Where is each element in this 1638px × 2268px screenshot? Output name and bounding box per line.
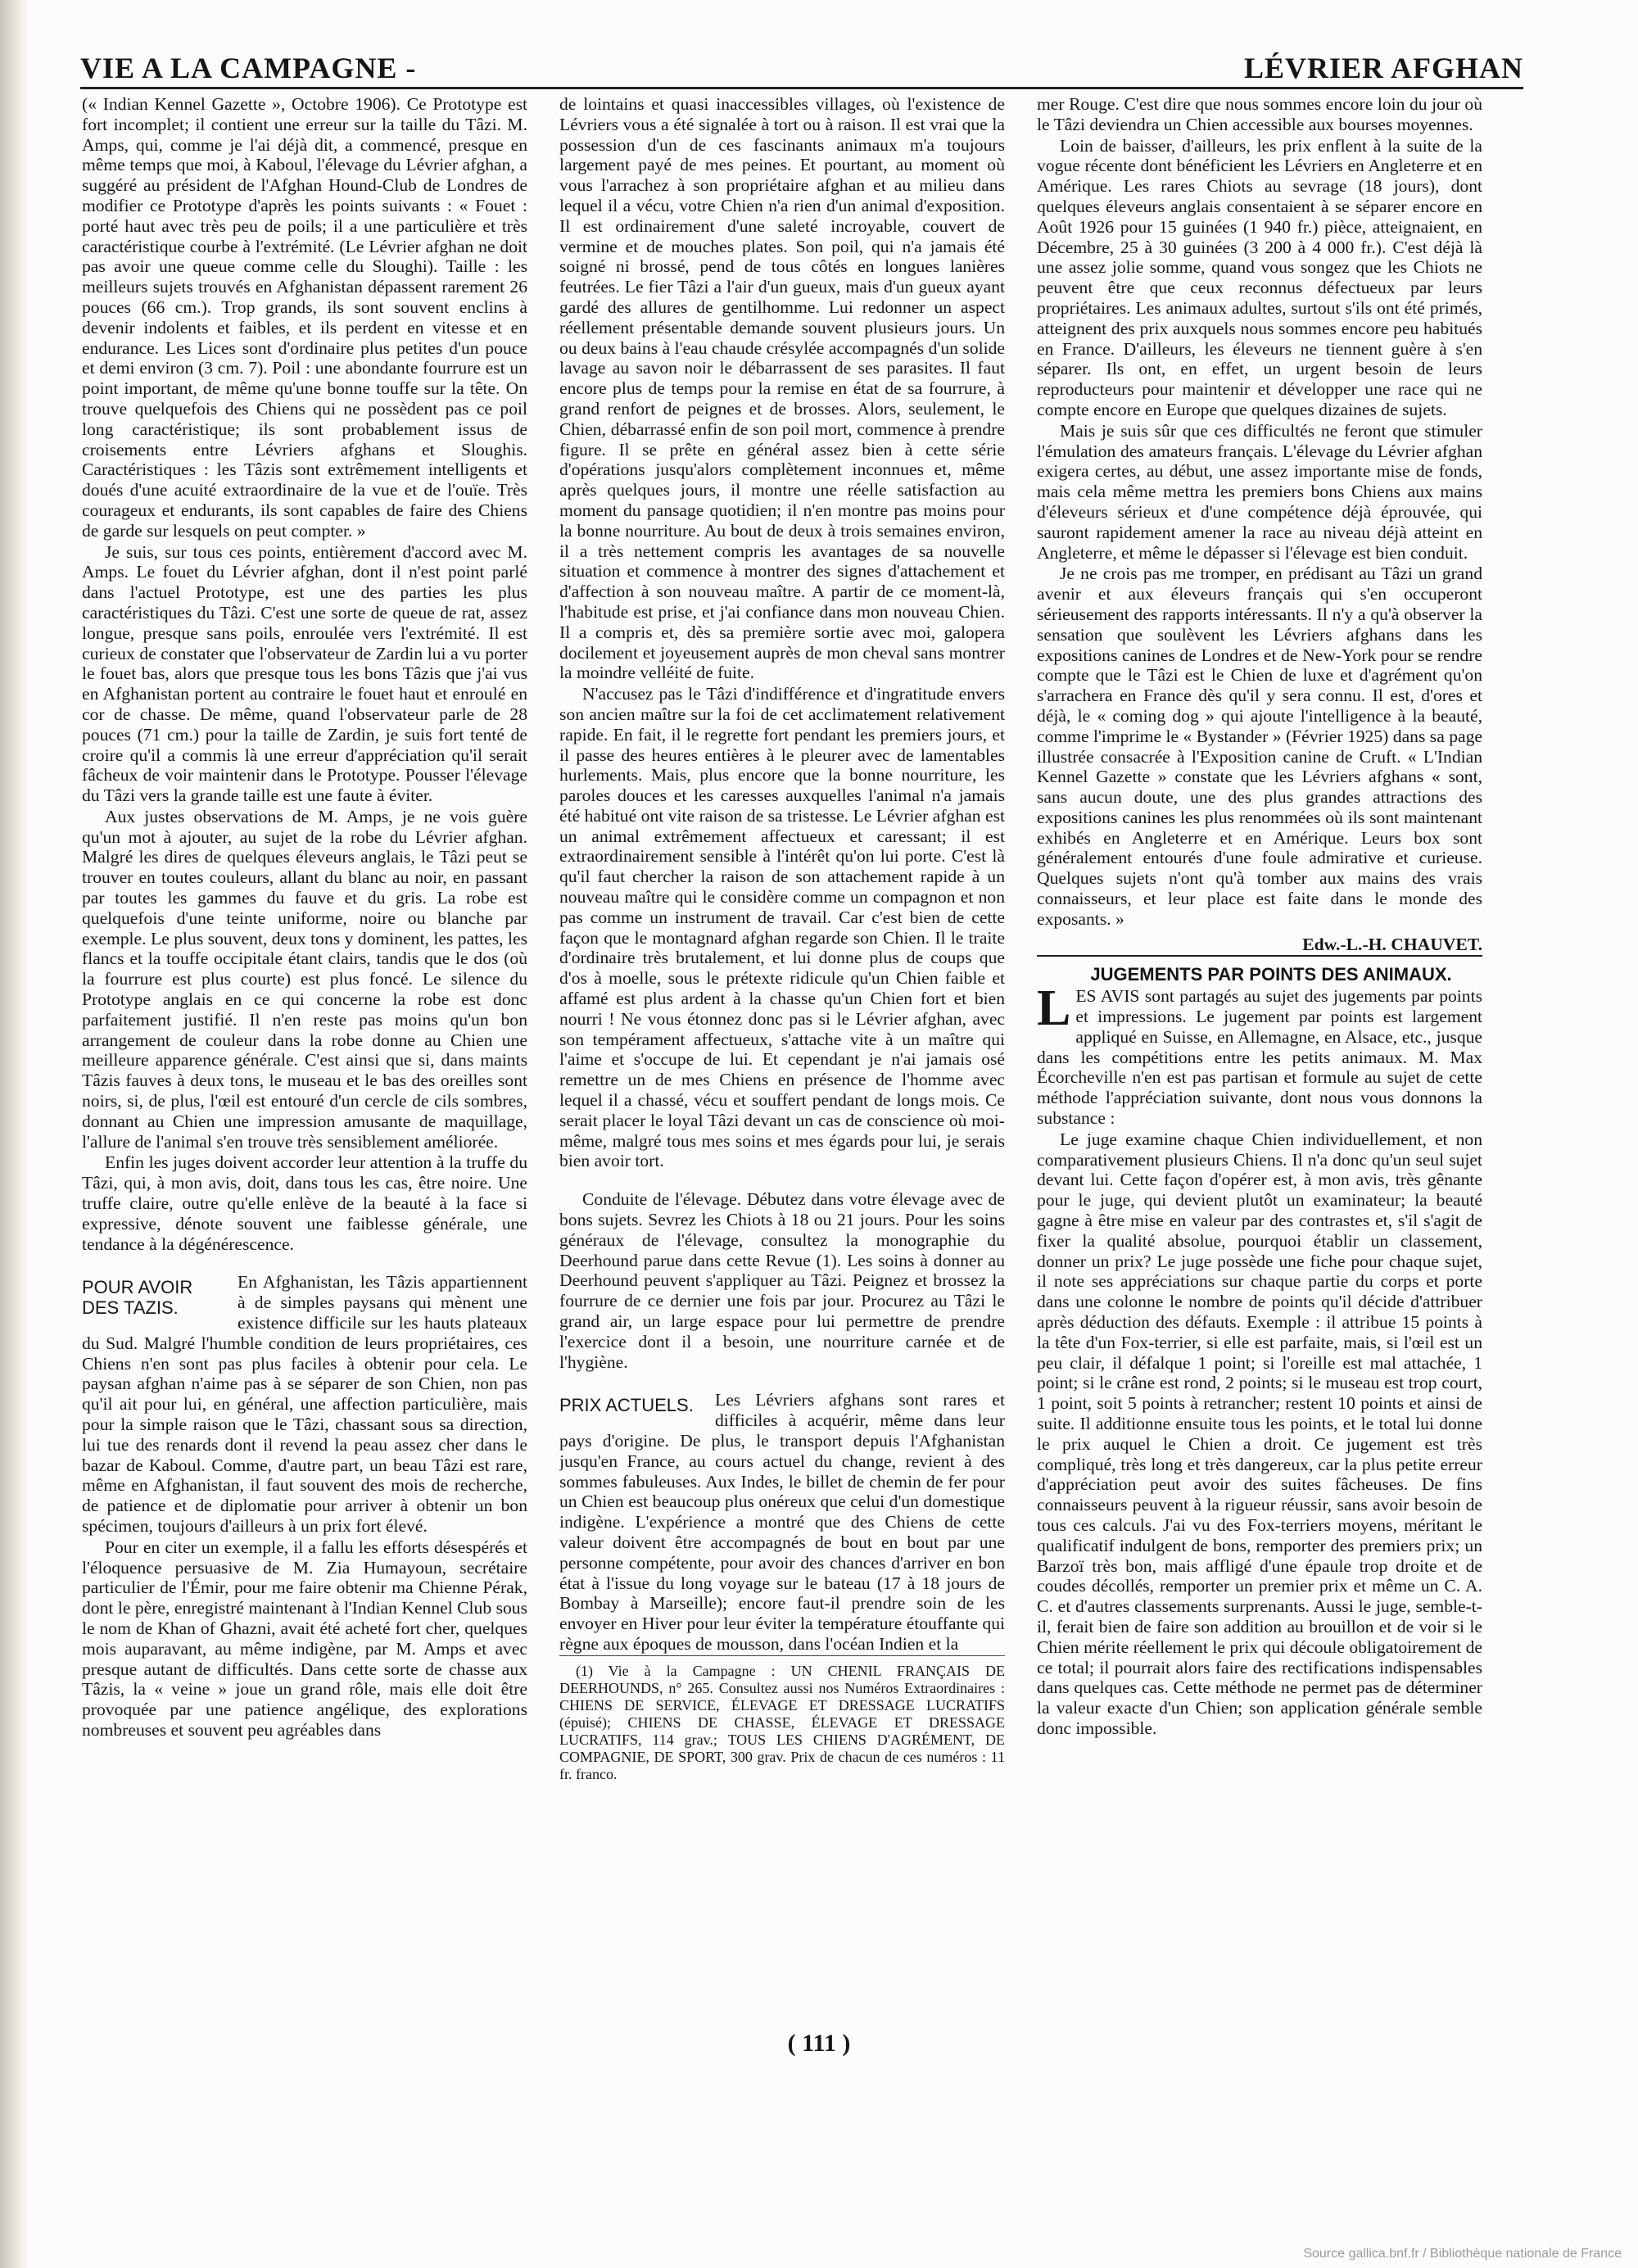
paragraph: mer Rouge. C'est dire que nous sommes encore loin du jour où le Tâzi deviendra un Chien accessible aux bourses moyennes. — [1037, 94, 1482, 134]
paragraph: Aux justes observations de M. Amps, je ne vois guère qu'un mot à ajouter, au sujet de la robe du Lévrier afghan. Malgré les dires de quelques éleveurs anglais, le Tâzi peut se trouver en toutes couleurs, allant du blanc au noir, en passant par toutes les gammes du fauve et du gris. La robe est quelquefois d'une teinte uniforme, noire ou blanche par exemple. Le plus souvent, deux tons y dominent, les pattes, les flancs et la touffe occipitale étant clairs, tandis que le dos (où la fourrure est plus courte) est plus foncé. Le silence du Prototype anglais en ce qui concerne la robe est donc parfaitement justifié. Il n'en reste pas moins qu'un bon arrangement de couleur dans la robe donne au Chien une meilleure apparence générale. C'est ainsi que si, dans maints Tâzis fauves à deux tons, le museau et le bas des oreilles sont noirs, si, de plus, l'œil est entouré d'un cercle de cils sombres, donnant au Chien une impression amusante de maquillage, l'allure de l'animal s'en trouve très sensiblement améliorée. — [82, 806, 527, 1152]
section-title-jugements: JUGEMENTS PAR POINTS DES ANIMAUX. — [1037, 955, 1482, 985]
section-spacer — [559, 1171, 1005, 1189]
section-paragraph-prix — [559, 1390, 1005, 1654]
paragraph: Loin de baisser, d'ailleurs, les prix enflent à la suite de la vogue récente dont bénéficient les Lévriers en Angleterre et en Amérique. Les rares Chiots au sevrage (18 jours), dont quelques éleveurs anglais consentaient à se séparer encore en Août 1926 pour 15 guinées (1 940 fr.) pièce, atteignaient, en Décembre, 25 à 30 guinées (3 200 à 4 000 fr.). C'est déjà là une assez jolie somme, quand vous songez que les Chiots ne peuvent être que ceux reconnus défectueux par leurs propriétaires. Les animaux adultes, surtout s'ils ont été primés, atteignent des prix auxquels nous sommes encore peu habitués en France. D'ailleurs, les éleveurs ne tiennent guère à s'en séparer. Ils ont, en effet, un urgent besoin de leurs reproducteurs pour maintenir et développer une race qui ne compte encore en Europe que quelques dizaines de sujets. — [1037, 135, 1482, 419]
side-heading-prix-actuels: PRIX ACTUELS. — [559, 1395, 694, 1416]
side-heading-pour-avoir-des-tazis: POUR AVOIR DES TAZIS. — [82, 1277, 193, 1319]
paragraph: de lointains et quasi inaccessibles villages, où l'existence de Lévriers vous a été signalée à tort ou à raison. Il est vrai que la possession d'un de ces fascinants animaux m'a toujours largement payé de mes peines. Et pourtant, au moment où vous l'arrachez à son propriétaire afghan et au milieu dans lequel il a vécu, votre Chien n'a rien d'un animal d'exposition. Il est ordinairement d'une saleté incroyable, couvert de vermine et de mouches plates. Son poil, qui n'a jamais été soigné ni brossé, pend de tous côtés en longues lanières feutrées. Le fier Tâzi a l'air d'un gueux, mais d'un gueux ayant gardé des allures de gentilhomme. Lui redonner un aspect réellement présentable demande souvent plusieurs jours. Un ou deux bains à l'eau chaude crésylée accompagnés d'un solide lavage au savon noir le débarrassent de ses parasites. Il faut encore plus de temps pour la remise en état de sa fourrure, à grand renfort de peignes et de brosses. Alors, seulement, le Chien, débarrassé enfin de son poil mort, commence à prendre figure. Il se prête en général assez bien à cette série d'opérations jusqu'alors complètement inconnues et, même après quelques jours, il montre une réelle satisfaction au moment du pansage quotidien; il n'en montre pas moins pour la bonne nourriture. Au bout de deux à trois semaines environ, il a très nettement compris les avantages de sa nouvelle situation et commence à montrer des signes d'attachement et d'affection à son nouveau maître. A partir de ce moment-là, l'habitude est prise, et j'ai confiance dans mon nouveau Chien. Il a compris et, dès sa première sortie avec moi, galopera docilement et joyeusement auprès de mon cheval sans montrer la moindre velléité de fuite. — [559, 94, 1005, 683]
page-number: ( 111 ) — [787, 2030, 851, 2057]
paragraph-jugements-intro — [1037, 980, 1482, 1129]
paragraph-conduite-elevage: Conduite de l'élevage. Débutez dans votre élevage avec de bons sujets. Sevrez les Chiots à 18 ou 21 jours. Pour les soins généraux de l'élevage, consultez la monographie du Deerhound parue dans cette Revue (1). Les soins à donner au Deerhound peuvent s'appliquer au Tâzi. Peignez et brossez la fourrure de ce dernier une fois par jour. Procurez au Tâzi le grand air, un large espace pour lui permettre de prendre l'exercice dont il a besoin, une nourriture carnée et de l'hygiène. — [559, 1189, 1005, 1372]
header-rule — [80, 87, 1523, 89]
paragraph-text: ES AVIS sont partagés au sujet des jugements par points et impressions. Le jugement par points est largement appliqué en Suisse, en Allemagne, en Alsace, etc., jusque dans les compétitions entre les petits animaux. M. Max Écorcheville n'en est pas partisan et formule au sujet de cette méthode l'appréciation suivante, dont nous vous donnons la substance : — [1037, 986, 1482, 1129]
paragraph: Pour en citer un exemple, il a fallu les efforts désespérés et l'éloquence persuasive de M. Zia Humayoun, secrétaire particulier de l'Émir, pour me faire obtenir ma Chienne Pérak, dont le père, enregistré maintenant à l'Indian Kennel Club sous le nom de Khan of Ghazni, avait été acheté fort cher, quelques mois auparavant, au même indigène, par M. Amps et avec presque autant de difficultés. Dans cette sorte de chasse aux Tâzis, la « veine » joue un grand rôle, mais elle doit être provoquée par une patience angélique, des explorations nombreuses et souvent peu agréables dans — [82, 1537, 527, 1740]
paragraph: N'accusez pas le Tâzi d'indifférence et d'ingratitude envers son ancien maître sur la foi de cet acclimatement relativement rapide. En fait, il le regrette fort pendant les premiers jours, et il passe des heures entières à le pleurer avec de lamentables hurlements. Mais, plus encore que la bonne nourriture, les paroles douces et les caresses auxquelles l'animal n'a jamais été habitué ont vite raison de sa tristesse. Le Lévrier afghan est un animal extrêmement affectueux et caressant; il est extraordinairement sensible à l'intérêt qu'on lui porte. C'est là qu'il faut chercher la raison de son attachement rapide à un nouveau maître qui le considère comme un compagnon et non pas comme un instrument de travail. Car c'est bien de cette façon que le montagnard afghan regarde son Chien. Il le traite d'ordinaire très brutalement, et lui donne plus de coups que d'os à moelle, sous le prétexte ridicule qu'un Chien faible et affamé est plus ardent à la chasse qu'un Chien fort et bien nourri ! Ne vous étonnez donc pas si le Lévrier afghan, avec son tempérament affectueux, s'attache vite à un maître qui l'aime et s'occupe de lui. Et cependant je n'ai jamais osé remettre un de mes Chiens en présence de l'homme avec lequel il a chassé, vécu et souffert pendant de longs mois. Ce serait placer le loyal Tâzi devant un cas de conscience où moi-même, malgré tous mes soins et mes égards pour lui, je serais bien avoir tort. — [559, 684, 1005, 1171]
running-header-topic: LÉVRIER AFGHAN — [1243, 52, 1523, 84]
paragraph-text: En Afghanistan, les Tâzis appartiennent à de simples paysans qui mènent une existence difficile sur les hauts plateaux du Sud. Malgré l'humble condition de leurs propriétaires, ces Chiens n'en sont pas plus faciles à obtenir pour cela. Le paysan afghan n'aime pas à se séparer de son Chien, non pas qu'il ait pour lui, en général, une affection particulière, mais pour la simple raison que le Tâzi, chassant sous sa direction, lui tue des renards dont il revend la peau assez cher dans le bazar de Kaboul. Comme, d'autre part, un beau Tâzi est rare, même en Afghanistan, il faut souvent des mois de recherche, de patience et de diplomatie pour arriver à obtenir un bon spécimen, toujours d'ailleurs à un prix fort élevé. — [82, 1272, 527, 1536]
article-column-3 — [1037, 94, 1482, 1978]
paragraph: Je ne crois pas me tromper, en prédisant au Tâzi un grand avenir et aux éleveurs français qui s'en occuperont sérieusement des rapports intéressants. Il n'y a qu'à observer la sensation que soulèvent les Lévriers afghans dans les expositions canines de Londres et de New-York pour se rendre compte que le Tâzi est le Chien de luxe et d'agrément qu'on s'arrachera en France dès qu'il y sera connu. Il est, d'ores et déjà, le « coming dog » qui ajoute l'intelligence à la beauté, comme l'imprime le « Bystander » (Février 1925) dans sa page illustrée consacrée à l'Exposition canine de Cruft. « L'Indian Kennel Gazette » constate que les Lévriers afghans « sont, sans aucun doute, une des plus grandes attractions des expositions canines les plus renommées où ils sont maintenant exhibés en Angleterre et en Amérique. Leurs box sont généralement entourés d'une foule admirative et curieuse. Quelques sujets n'ont qu'à tomber aux mains des vrais connaisseurs, et leur place est faite dans le monde des exposants. » — [1037, 564, 1482, 929]
paragraph: Enfin les juges doivent accorder leur attention à la truffe du Tâzi, qui, à mon avis, doit, dans tous les cas, être noire. Une truffe claire, outre qu'elle enlève de la beauté à la face si expressive, dénote souvent une faiblesse générale, une tendance à la dégénérescence. — [82, 1152, 527, 1254]
source-credit: Source gallica.bnf.fr / Bibliothèque nationale de France — [1303, 2247, 1622, 2261]
scan-edge-shadow — [0, 0, 28, 2268]
section-spacer — [82, 1254, 527, 1272]
article-column-2 — [559, 94, 1005, 1978]
drop-cap-letter: L — [1037, 980, 1071, 1037]
footnote: (1) Vie à la Campagne : UN CHENIL FRANÇAIS DE DEERHOUNDS, n° 265. Consultez aussi nos Numéros Extraordinaires : CHIENS DE SERVICE, ÉLEVAGE ET DRESSAGE LUCRATIFS (épuisé); CHIENS DE CHASSE, ÉLEVAGE ET DRESSAGE LUCRATIFS, 114 grav.; TOUS LES CHIENS D'AGRÉMENT, DE COMPAGNIE, DE SPORT, 300 grav. Prix de chacun de ces numéros : 11 fr. franco. — [559, 1655, 1005, 1783]
running-header-publication: VIE A LA CAMPAGNE - — [80, 52, 417, 84]
section-spacer — [559, 1372, 1005, 1390]
paragraph: (« Indian Kennel Gazette », Octobre 1906). Ce Prototype est fort incomplet; il contient une erreur sur la taille du Tâzi. M. Amps, qui, comme je l'ai déjà dit, a commencé, presque en même temps que moi, à Kaboul, l'élevage du Lévrier afghan, a suggéré au président de l'Afghan Hound-Club de Londres de modifier ce Prototype d'après les points suivants : « Fouet : porté haut avec très peu de poils; il a une particulière et très caractéristique courbe à l'extrémité. (Le Lévrier afghan ne doit pas avoir une queue comme celle du Sloughi). Taille : les meilleurs sujets trouvés en Afghanistan dépassent rarement 26 pouces (66 cm.). Trop grands, ils sont souvent enclins à devenir indolents et faibles, et ils perdent en vitesse et en endurance. Les Lices sont d'ordinaire plus petites d'un pouce et demi environ (3 cm. 7). Poil : une abondante fourrure est un point important, de même qu'une bonne touffe sur la tête. On trouve quelquefois des Chiens qui ne possèdent pas ce poil long caractéristique; ils sont probablement issus de croisements entre Lévriers afghans et Sloughis. Caractéristiques : les Tâzis sont extrêmement intelligents et doués d'une acuité extraordinaire de la vue et de l'ouïe. Très courageux et endurants, ils sont capables de faire des Chiens de garde sur lesquels on peut compter. » — [82, 94, 527, 541]
paragraph-text: Les Lévriers afghans sont rares et difficiles à acquérir, même dans leur pays d'origine. De plus, le transport depuis l'Afghanistan jusqu'en France, au cours actuel du change, revient à des sommes fabuleuses. Aux Indes, le billet de chemin de fer pour un Chien est beaucoup plus onéreux que celui d'un domestique indigène. L'expérience a montré que des Chiens de cette valeur doivent être accompagnés de bout en bout par une personne compétente, pour avoir des chances d'arriver en bon état à l'issue du long voyage sur le bateau (17 à 18 jours de Bombay à Marseille); encore faut-il prendre soin de les envoyer en Hiver pour leur éviter la température étouffante qui règne aux époques de mousson, dans l'océan Indien et la — [559, 1390, 1005, 1654]
section-paragraph-tazis — [82, 1272, 527, 1536]
article-column-1 — [82, 94, 527, 1978]
paragraph: Je suis, sur tous ces points, entièrement d'accord avec M. Amps. Le fouet du Lévrier afghan, dont il n'est point parlé dans l'actuel Prototype, est une des parties les plus caractéristiques du Tâzi. C'est une sorte de queue de rat, assez longue, presque sans poils, enroulée vers l'extrémité. Il est curieux de constater que l'observateur de Zardin lui a vu porter le fouet bas, alors que presque tous les bons Tâzis que j'ai vus en Afghanistan portent au contraire le fouet haut et enroulé en cor de chasse. De même, quand l'observateur parle de 28 pouces (71 cm.) pour la taille de Zardin, je suis fort tenté de croire qu'il a commis là une erreur d'appréciation qu'il serait fâcheux de voir maintenir dans le Prototype. Pousser l'élevage du Tâzi vers la grande taille est une faute à éviter. — [82, 541, 527, 806]
author-signature: Edw.-L.-H. CHAUVET. — [1302, 934, 1482, 954]
paragraph: Mais je suis sûr que ces difficultés ne feront que stimuler l'émulation des amateurs français. L'élevage du Lévrier afghan exigera certes, au début, une assez importante mise de fonds, mais cela même mettra les premiers bons Chiens aux mains d'éleveurs sérieux et d'une compétence déjà éprouvée, qui sauront rapidement amener la race au niveau déjà atteint en Angleterre, et même le dépasser si l'élevage est bien conduit. — [1037, 420, 1482, 563]
paragraph: Le juge examine chaque Chien individuellement, et non comparativement plusieurs Chiens. Il n'a donc qu'un seul sujet devant lui. Cette façon d'opérer est, à mon avis, très gênante pour le juge, qui devient plutôt un examinateur; la beauté gagne à être mise en valeur par des contrastes et, s'il s'agit de fixer la qualité absolue, pourquoi établir un classement, donner un prix? Le juge possède une fiche pour chaque sujet, il note ses appréciations sur chaque partie du corps et porte dans une colonne le nombre de points qu'il décide d'attribuer après déduction des défauts. Exemple : il attribue 15 points à la tête d'un Fox-terrier, si elle est parfaite, mais, si l'œil est un peu clair, il défalque 1 point; si l'oreille est mal attachée, 1 point; si le crâne est rond, 2 points; si le museau est trop court, 1 point, soit 5 points à retrancher; restent 10 points et ainsi de suite. Il additionne ensuite tous les points, et le total lui donne le prix auquel le Chien a droit. Ce jugement est très compliqué, très long et très dangereux, car la plus petite erreur d'appréciation peut avoir des suites fâcheuses. De fins connaisseurs peuvent à la rigueur réussir, sans avoir besoin de tous ces calculs. J'ai vu des Fox-terriers moyens, méritant le qualificatif indulgent de bons, remporter des premiers prix; un Barzoï très bon, mais affligé d'une épaule trop droite et de coudes décollés, remporter un premier prix et même un C. A. C. et d'autres classements surprenants. Aussi le juge, semble-t-il, ferait bien de faire son addition au brouillon et de voir si le Chien mérite réellement le prix qui découle obligatoirement de ce total; il pourrait alors faire des rectifications indispensables dans quelques cas. Cette méthode ne permet pas de déterminer la valeur exacte d'un Chien; son application générale semble donc impossible. — [1037, 1129, 1482, 1738]
